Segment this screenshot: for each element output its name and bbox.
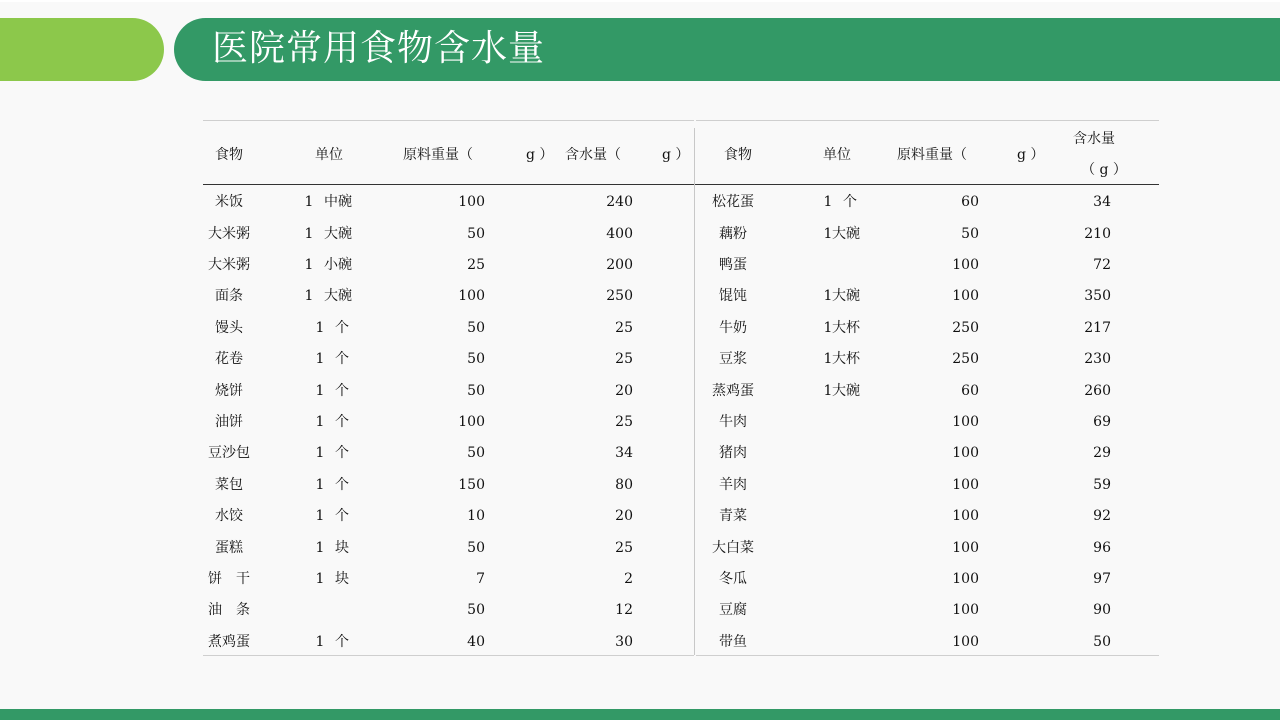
left-raw-cell: 40: [467, 634, 485, 650]
left-qty-cell: 1: [315, 571, 325, 587]
right-water-cell: 59: [1093, 477, 1111, 493]
left-unit-cell: 中碗: [324, 194, 352, 210]
left-unit-cell: 个: [335, 320, 349, 336]
right-raw-cell: 100: [952, 571, 979, 587]
right-raw-cell: 100: [952, 602, 979, 618]
right-food-cell: 青菜: [719, 508, 747, 524]
left-food-cell: 油饼: [215, 414, 243, 430]
left-food-cell: 米饭: [215, 194, 243, 210]
header-water-left: 含水量（: [565, 147, 621, 163]
left-food-cell: 煮鸡蛋: [208, 634, 250, 650]
right-raw-cell: 50: [961, 226, 979, 242]
right-raw-cell: 100: [952, 477, 979, 493]
right-food-cell: 豆腐: [719, 602, 747, 618]
right-qty-cell: 1: [823, 383, 833, 399]
right-raw-cell: 100: [952, 414, 979, 430]
left-qty-cell: 1: [304, 194, 314, 210]
left-raw-cell: 25: [467, 257, 485, 273]
right-raw-cell: 100: [952, 257, 979, 273]
right-unit-cell: 大碗: [832, 226, 860, 242]
right-unit-cell: 大杯: [832, 320, 860, 336]
left-raw-cell: 10: [467, 508, 485, 524]
left-food-cell: 花卷: [215, 351, 243, 367]
header-raw-unit-right: g ）: [1017, 147, 1045, 163]
left-food-cell: 蛋糕: [215, 540, 243, 556]
header-food-left: 食物: [215, 147, 243, 163]
right-qty-cell: 1: [823, 226, 833, 242]
left-qty-cell: 1: [315, 414, 325, 430]
right-unit-cell: 大杯: [832, 351, 860, 367]
left-water-cell: 30: [615, 634, 633, 650]
page-title: 医院常用食物含水量: [212, 28, 546, 69]
left-food-cell: 烧饼: [215, 383, 243, 399]
right-water-cell: 69: [1093, 414, 1111, 430]
left-qty-cell: 1: [315, 477, 325, 493]
header-water-right-line2: （ g ）: [1081, 162, 1127, 178]
left-qty-cell: 1: [304, 257, 314, 273]
right-food-cell: 带鱼: [719, 634, 747, 650]
left-raw-cell: 50: [467, 383, 485, 399]
left-food-cell: 大米粥: [208, 226, 250, 242]
left-raw-cell: 50: [467, 320, 485, 336]
right-water-cell: 97: [1093, 571, 1111, 587]
header-raw-left: 原料重量（: [403, 147, 473, 163]
left-qty-cell: 1: [315, 351, 325, 367]
right-raw-cell: 100: [952, 540, 979, 556]
header-bottom-rule: [203, 184, 1159, 185]
column-divider: [694, 128, 695, 655]
right-qty-cell: 1: [823, 320, 833, 336]
left-food-cell: 菜包: [215, 477, 243, 493]
accent-tab: [0, 18, 164, 81]
left-water-cell: 400: [606, 226, 633, 242]
left-qty-cell: 1: [315, 634, 325, 650]
right-qty-cell: 1: [823, 351, 833, 367]
left-raw-cell: 50: [467, 226, 485, 242]
right-qty-cell: 1: [823, 194, 833, 210]
left-food-cell: 油 条: [208, 602, 250, 618]
left-raw-cell: 100: [458, 288, 485, 304]
right-raw-cell: 250: [952, 320, 979, 336]
right-qty-cell: 1: [823, 288, 833, 304]
left-unit-cell: 个: [335, 508, 349, 524]
right-water-cell: 230: [1084, 351, 1111, 367]
right-food-cell: 馄饨: [719, 288, 747, 304]
right-water-cell: 217: [1084, 320, 1111, 336]
left-water-cell: 34: [615, 445, 633, 461]
left-qty-cell: 1: [315, 508, 325, 524]
left-raw-cell: 50: [467, 602, 485, 618]
header-unit-right: 单位: [823, 147, 851, 163]
left-unit-cell: 个: [335, 477, 349, 493]
right-food-cell: 羊肉: [719, 477, 747, 493]
left-qty-cell: 1: [315, 445, 325, 461]
left-water-cell: 250: [606, 288, 633, 304]
right-food-cell: 松花蛋: [712, 194, 754, 210]
right-raw-cell: 250: [952, 351, 979, 367]
left-unit-cell: 小碗: [324, 257, 352, 273]
left-qty-cell: 1: [315, 540, 325, 556]
left-food-cell: 水饺: [215, 508, 243, 524]
header-raw-right: 原料重量（: [897, 147, 967, 163]
left-unit-cell: 个: [335, 383, 349, 399]
right-raw-cell: 100: [952, 288, 979, 304]
right-water-cell: 92: [1093, 508, 1111, 524]
left-water-cell: 25: [615, 351, 633, 367]
left-unit-cell: 大碗: [324, 226, 352, 242]
right-water-cell: 210: [1084, 226, 1111, 242]
right-food-cell: 牛奶: [719, 320, 747, 336]
left-unit-cell: 大碗: [324, 288, 352, 304]
left-unit-cell: 块: [335, 540, 349, 556]
right-unit-cell: 大碗: [832, 288, 860, 304]
table-bottom-rule-right: [696, 655, 1159, 656]
right-raw-cell: 100: [952, 508, 979, 524]
right-food-cell: 豆浆: [719, 351, 747, 367]
left-qty-cell: 1: [315, 320, 325, 336]
left-raw-cell: 50: [467, 445, 485, 461]
right-unit-cell: 大碗: [832, 383, 860, 399]
right-water-cell: 34: [1093, 194, 1111, 210]
right-food-cell: 猪肉: [719, 445, 747, 461]
left-water-cell: 80: [615, 477, 633, 493]
right-water-cell: 72: [1093, 257, 1111, 273]
bottom-bar: [0, 709, 1280, 720]
right-water-cell: 96: [1093, 540, 1111, 556]
top-strip: [0, 0, 1280, 2]
right-water-cell: 29: [1093, 445, 1111, 461]
right-food-cell: 大白菜: [712, 540, 754, 556]
header-water-right-line1: 含水量: [1073, 131, 1115, 147]
table-top-rule-right: [696, 120, 1159, 121]
left-water-cell: 240: [606, 194, 633, 210]
right-water-cell: 50: [1093, 634, 1111, 650]
left-water-cell: 200: [606, 257, 633, 273]
right-raw-cell: 100: [952, 445, 979, 461]
left-unit-cell: 个: [335, 445, 349, 461]
left-food-cell: 豆沙包: [208, 445, 250, 461]
header-unit-left: 单位: [315, 147, 343, 163]
left-qty-cell: 1: [315, 383, 325, 399]
left-water-cell: 2: [624, 571, 633, 587]
right-water-cell: 260: [1084, 383, 1111, 399]
left-water-cell: 25: [615, 320, 633, 336]
left-unit-cell: 个: [335, 414, 349, 430]
right-raw-cell: 100: [952, 634, 979, 650]
right-water-cell: 350: [1084, 288, 1111, 304]
right-food-cell: 藕粉: [719, 226, 747, 242]
left-raw-cell: 50: [467, 351, 485, 367]
header-food-right: 食物: [724, 147, 752, 163]
left-qty-cell: 1: [304, 288, 314, 304]
left-food-cell: 大米粥: [208, 257, 250, 273]
right-raw-cell: 60: [961, 383, 979, 399]
right-food-cell: 鸭蛋: [719, 257, 747, 273]
left-raw-cell: 100: [458, 194, 485, 210]
table-bottom-rule-left: [203, 655, 694, 656]
left-raw-cell: 50: [467, 540, 485, 556]
left-unit-cell: 个: [335, 351, 349, 367]
right-water-cell: 90: [1093, 602, 1111, 618]
right-unit-cell: 个: [843, 194, 857, 210]
right-food-cell: 蒸鸡蛋: [712, 383, 754, 399]
left-unit-cell: 个: [335, 634, 349, 650]
left-raw-cell: 7: [476, 571, 485, 587]
left-unit-cell: 块: [335, 571, 349, 587]
left-water-cell: 20: [615, 383, 633, 399]
left-water-cell: 20: [615, 508, 633, 524]
table-top-rule-left: [203, 120, 694, 121]
left-food-cell: 馒头: [215, 320, 243, 336]
left-water-cell: 12: [615, 602, 633, 618]
left-food-cell: 面条: [215, 288, 243, 304]
header-raw-unit-left: g ）: [526, 147, 554, 163]
right-food-cell: 牛肉: [719, 414, 747, 430]
right-food-cell: 冬瓜: [719, 571, 747, 587]
left-water-cell: 25: [615, 414, 633, 430]
left-qty-cell: 1: [304, 226, 314, 242]
left-raw-cell: 150: [458, 477, 485, 493]
header-water-unit-left: g ）: [662, 147, 690, 163]
left-raw-cell: 100: [458, 414, 485, 430]
left-water-cell: 25: [615, 540, 633, 556]
right-raw-cell: 60: [961, 194, 979, 210]
left-food-cell: 饼 干: [208, 571, 250, 587]
